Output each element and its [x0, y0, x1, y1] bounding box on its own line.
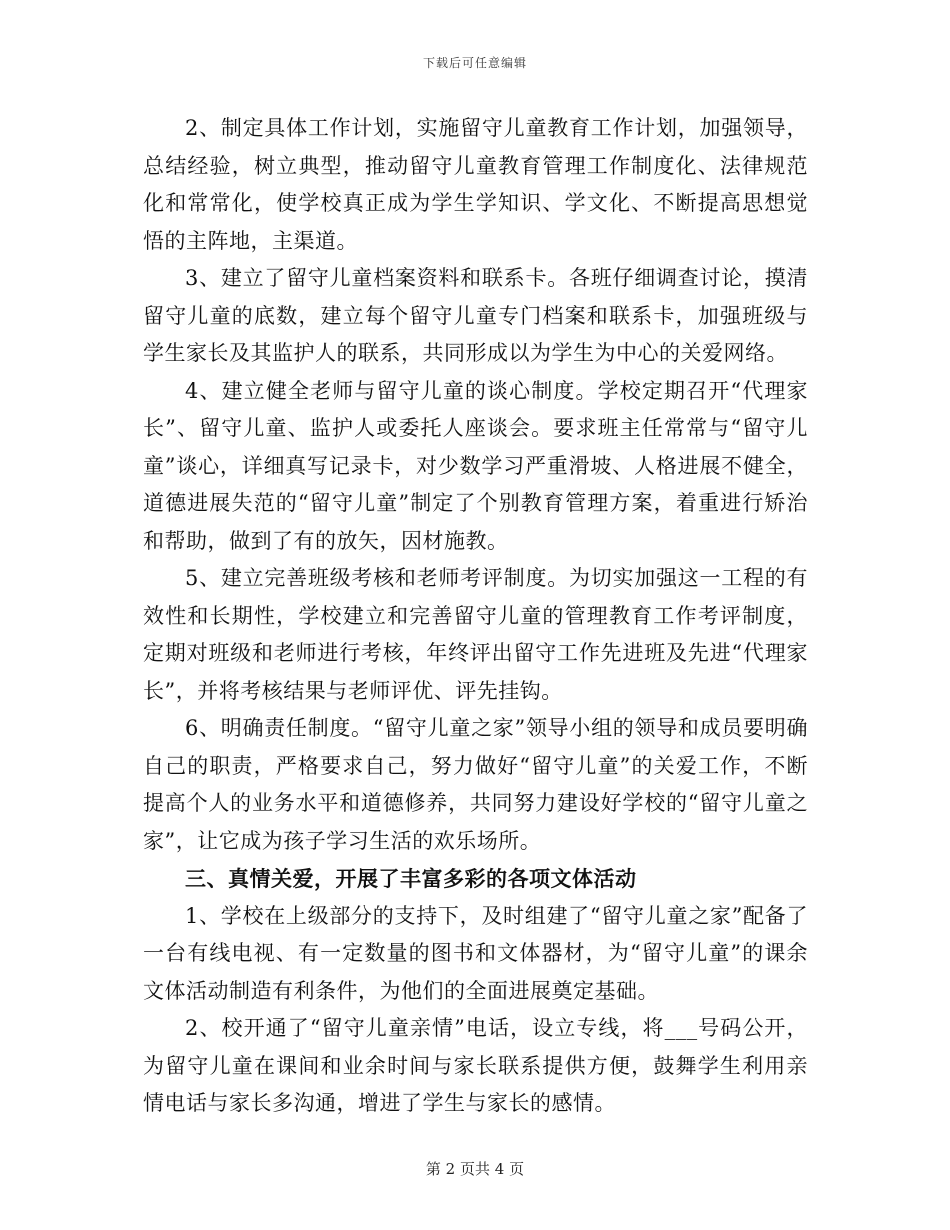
document-body: [143, 110, 808, 1123]
paragraph-item-6: 6、明确责任制度。“留守儿童之家”领导小组的领导和成员要明确自己的职责，严格要求自己，努力做好“留守儿童”的关爱工作，不断提高个人的业务水平和道德修养，共同努力建设好学校的“留守儿童之家”，让它成为孩子学习生活的欢乐场所。: [143, 716, 808, 853]
paragraph-section3-item-2: 2、校开通了“留守儿童亲情”电话，设立专线，将___号码公开，为留守儿童在课间和业余时间与家长联系提供方便，鼓舞学生利用亲情电话与家长多沟通，增进了学生与家长的感情。: [143, 1016, 808, 1115]
paragraph-item-3: 3、建立了留守儿童档案资料和联系卡。各班仔细调查讨论，摸清留守儿童的底数，建立每个留守儿童专门档案和联系卡，加强班级与学生家长及其监护人的联系，共同形成以为学生为中心的关爱网络。: [143, 266, 808, 365]
section-heading-3: 三、真情关爱，开展了丰富多彩的各项文体活动: [185, 866, 637, 891]
header-note: 下载后可任意编辑: [422, 56, 527, 70]
paragraph-item-2: 2、制定具体工作计划，实施留守儿童教育工作计划，加强领导，总结经验，树立典型，推动留守儿童教育管理工作制度化、法律规范化和常常化，使学校真正成为学生学知识、学文化、不断提高思想觉悟的主阵地，主渠道。: [143, 116, 808, 253]
paragraph-item-4: 4、建立健全老师与留守儿童的谈心制度。学校定期召开“代理家长”、留守儿童、监护人或委托人座谈会。要求班主任常常与“留守儿童”谈心，详细真写记录卡，对少数学习严重滑坡、人格进展不健全，道德进展失范的“留守儿童”制定了个别教育管理方案，着重进行矫治和帮助，做到了有的放矢，因材施教。: [143, 378, 808, 553]
paragraph-item-5: 5、建立完善班级考核和老师考评制度。为切实加强这一工程的有效性和长期性，学校建立和完善留守儿童的管理教育工作考评制度，定期对班级和老师进行考核，年终评出留守工作先进班及先进“代理家长”，并将考核结果与老师评优、评先挂钩。: [143, 566, 808, 703]
page-number: 第 2 页共 4 页: [425, 1160, 525, 1178]
paragraph-section3-item-1: 1、学校在上级部分的支持下，及时组建了“留守儿童之家”配备了一台有线电视、有一定数量的图书和文体器材，为“留守儿童”的课余文体活动制造有利条件，为他们的全面进展奠定基础。: [143, 903, 808, 1003]
